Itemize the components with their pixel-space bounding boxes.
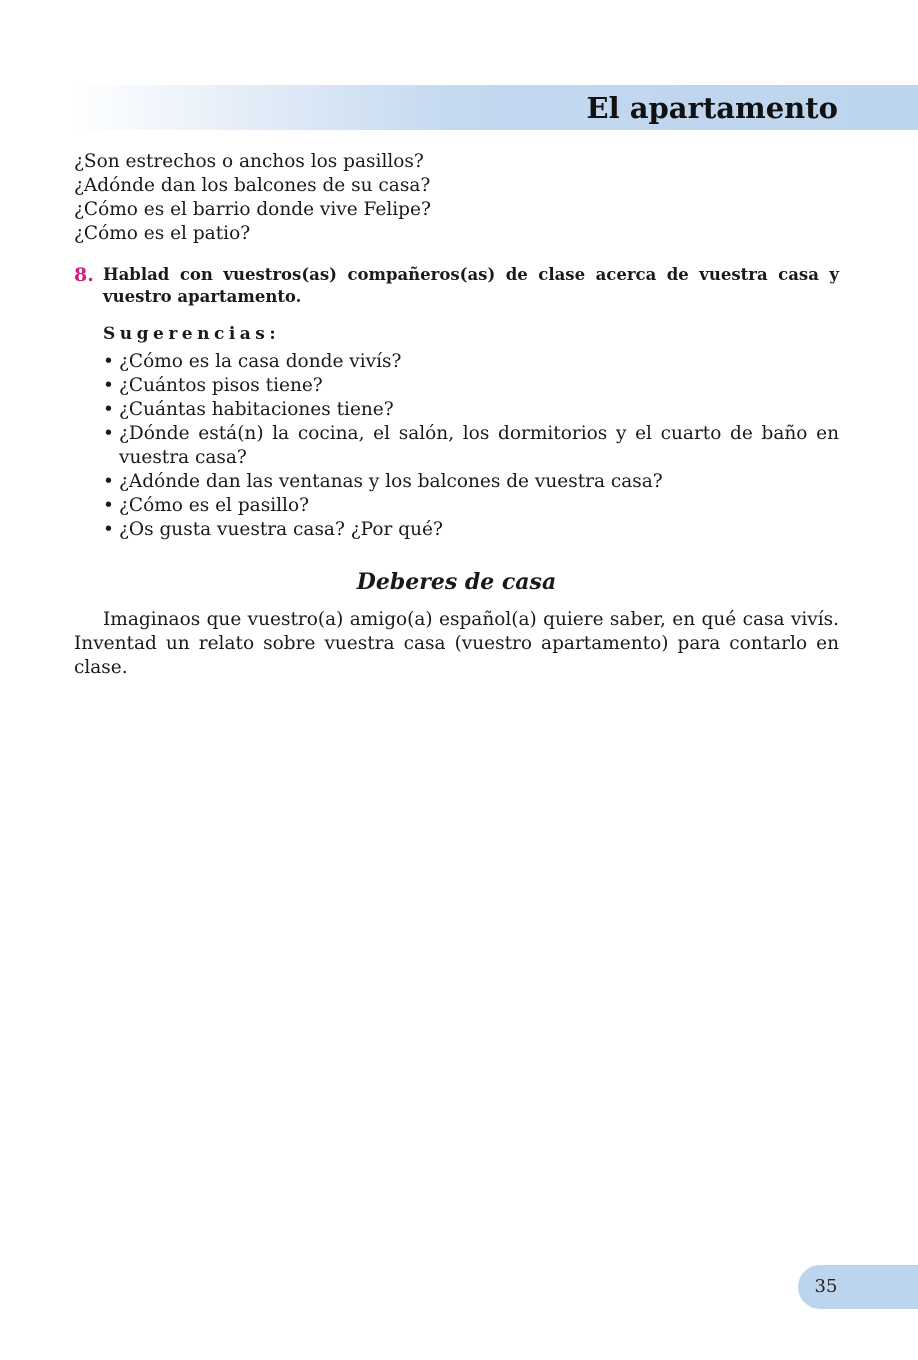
page-number: 35 <box>814 1276 838 1297</box>
exercise-number: 8. <box>74 264 94 286</box>
suggestion-item: • ¿Cuántos pisos tiene? <box>103 374 839 398</box>
question-line: ¿Adónde dan los balcones de su casa? <box>74 175 431 196</box>
question-line: ¿Son estrechos o anchos los pasillos? <box>74 151 424 172</box>
question-list <box>74 150 839 246</box>
question-line: ¿Cómo es el patio? <box>74 223 251 244</box>
suggestion-item: • ¿Cuántas habitaciones tiene? <box>103 398 839 422</box>
homework-text: Imaginaos que vuestro(a) amigo(a) español(a) quiere saber, en qué casa vivís. Inventad un relato sobre vuestra casa (vuestro apartamento) para contarlo en clase. <box>74 609 839 678</box>
suggestion-item: • ¿Cómo es la casa donde vivís? <box>103 350 839 374</box>
homework-title: Deberes de casa <box>356 569 557 595</box>
question-line: ¿Cómo es el barrio donde vive Felipe? <box>74 199 431 220</box>
suggestion-item: • ¿Cómo es el pasillo? <box>103 494 839 518</box>
exercise-8 <box>74 264 839 542</box>
suggestion-item: • ¿Dónde está(n) la cocina, el salón, los dormitorios y el cuarto de baño en vuestra casa? <box>103 422 839 470</box>
suggestion-item: • ¿Adónde dan las ventanas y los balcones de vuestra casa? <box>103 470 839 494</box>
exercise-instruction: Hablad con vuestros(as) compañeros(as) de clase acerca de vuestra casa y vuestro apartamento. <box>103 265 839 306</box>
suggestions-list <box>103 350 839 542</box>
chapter-title: El apartamento <box>586 91 838 125</box>
suggestions-title: Sugerencias: <box>103 324 281 344</box>
page-content <box>74 150 839 680</box>
suggestion-item: • ¿Os gusta vuestra casa? ¿Por qué? <box>103 518 839 542</box>
